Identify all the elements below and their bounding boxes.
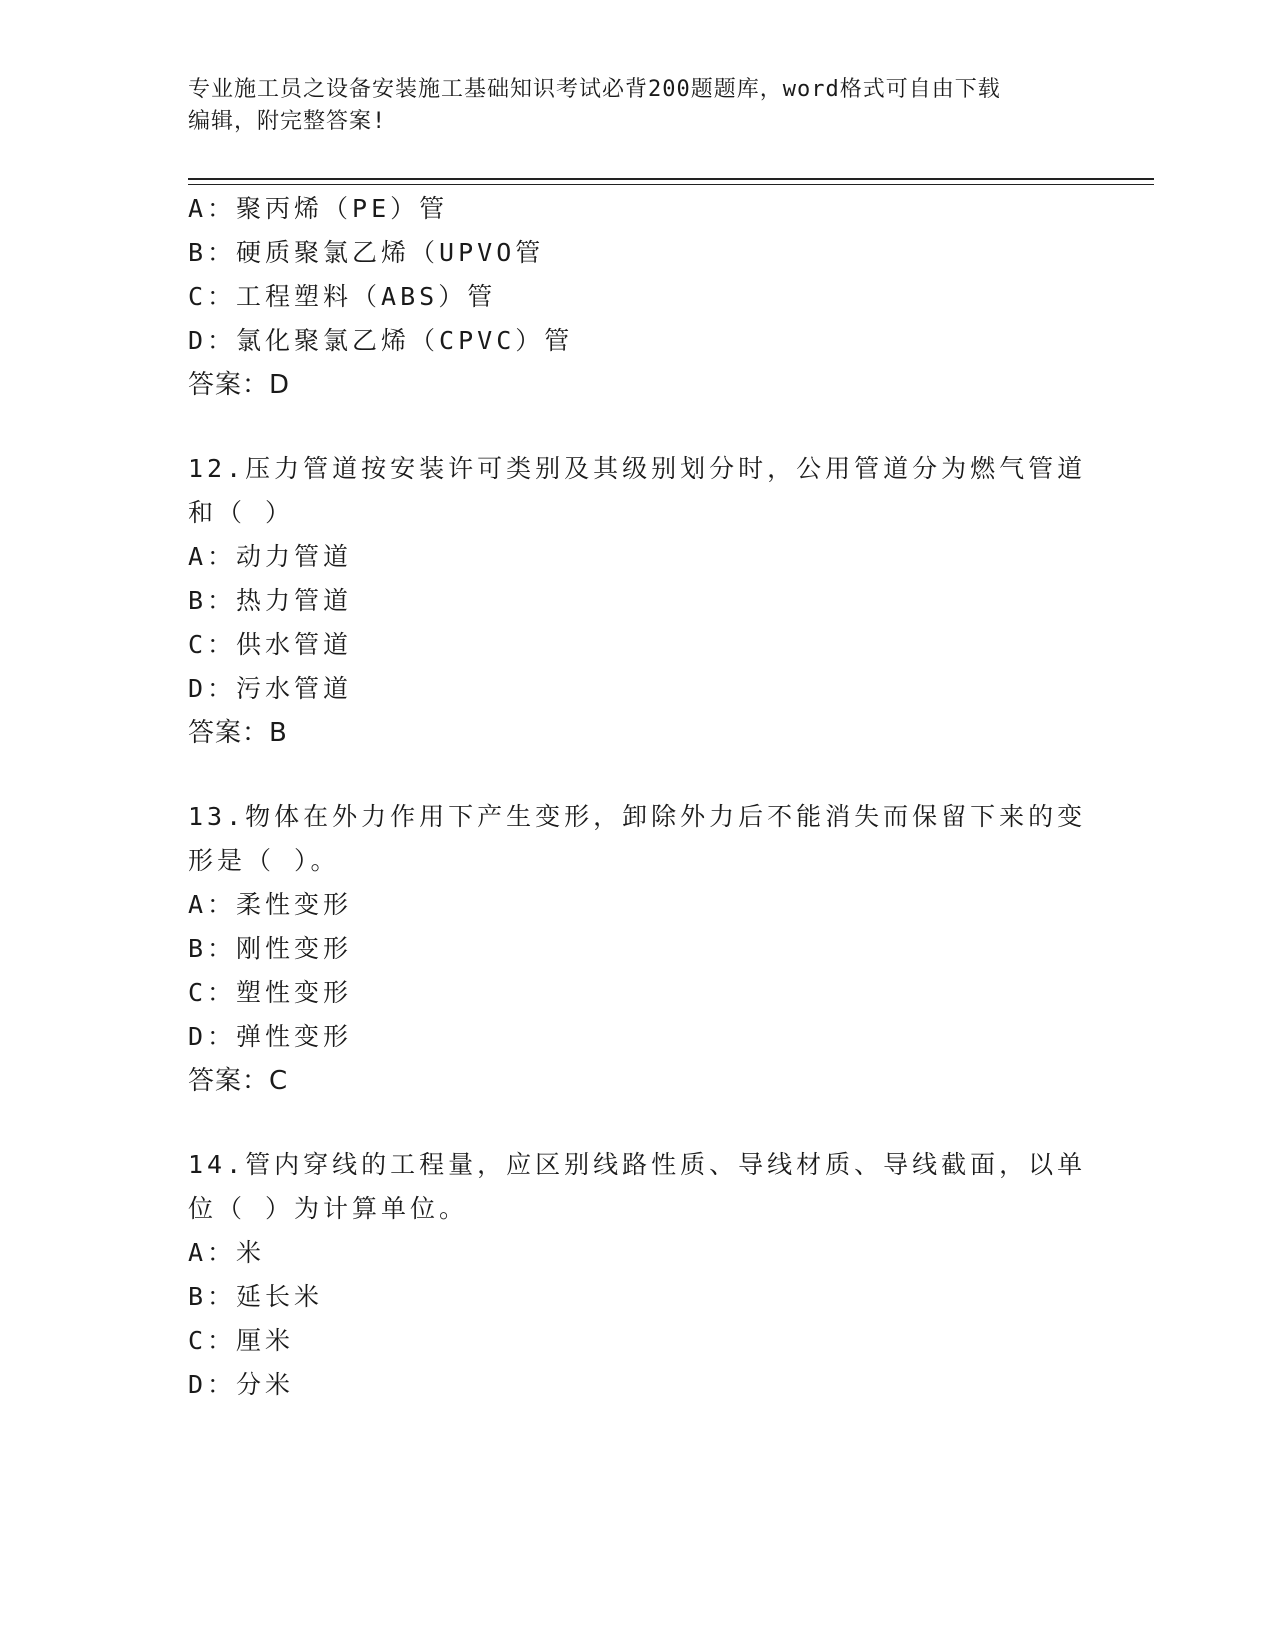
q13-option-a: A：柔性变形	[188, 890, 353, 919]
q11-option-d: D：氯化聚氯乙烯（CPVC）管	[188, 326, 574, 355]
q12-stem-line-2: 和（ ）	[188, 498, 295, 527]
q14-option-a: A：米	[188, 1238, 266, 1267]
q11-option-b: B：硬质聚氯乙烯（UPVO管	[188, 238, 545, 267]
q14-option-b: B：延长米	[188, 1282, 324, 1311]
q13-stem-line-1: 13.物体在外力作用下产生变形，卸除外力后不能消失而保留下来的变	[188, 802, 1087, 831]
header-title-line-1: 专业施工员之设备安装施工基础知识考试必背200题题库，word格式可自由下载	[188, 77, 1001, 102]
q12-stem-line-1: 12.压力管道按安装许可类别及其级别划分时，公用管道分为燃气管道	[188, 454, 1087, 483]
header-divider-thick	[188, 178, 1154, 180]
q14-stem-line-2: 位（ ）为计算单位。	[188, 1194, 469, 1223]
document-header	[188, 74, 1088, 138]
q12-option-b: B：热力管道	[188, 586, 353, 615]
header-divider-thin	[188, 184, 1154, 185]
q13-answer: 答案：C	[188, 1066, 289, 1096]
q12-option-a: A：动力管道	[188, 542, 353, 571]
q13-option-c: C：塑性变形	[188, 978, 353, 1007]
q14-stem-line-1: 14.管内穿线的工程量，应区别线路性质、导线材质、导线截面，以单	[188, 1150, 1087, 1179]
q12-option-d: D：污水管道	[188, 674, 353, 703]
q11-option-c: C：工程塑料（ABS）管	[188, 282, 497, 311]
q12-answer: 答案：B	[188, 718, 288, 748]
q12-option-c: C：供水管道	[188, 630, 353, 659]
header-title-line-2: 编辑，附完整答案!	[188, 109, 387, 134]
q14-option-c: C：厘米	[188, 1326, 295, 1355]
q14-option-d: D：分米	[188, 1370, 295, 1399]
q11-answer: 答案：D	[188, 370, 291, 400]
q13-option-d: D：弹性变形	[188, 1022, 353, 1051]
q13-option-b: B：刚性变形	[188, 934, 353, 963]
q11-option-a: A：聚丙烯（PE）管	[188, 194, 449, 223]
q13-stem-line-2: 形是（ ）。	[188, 846, 340, 875]
